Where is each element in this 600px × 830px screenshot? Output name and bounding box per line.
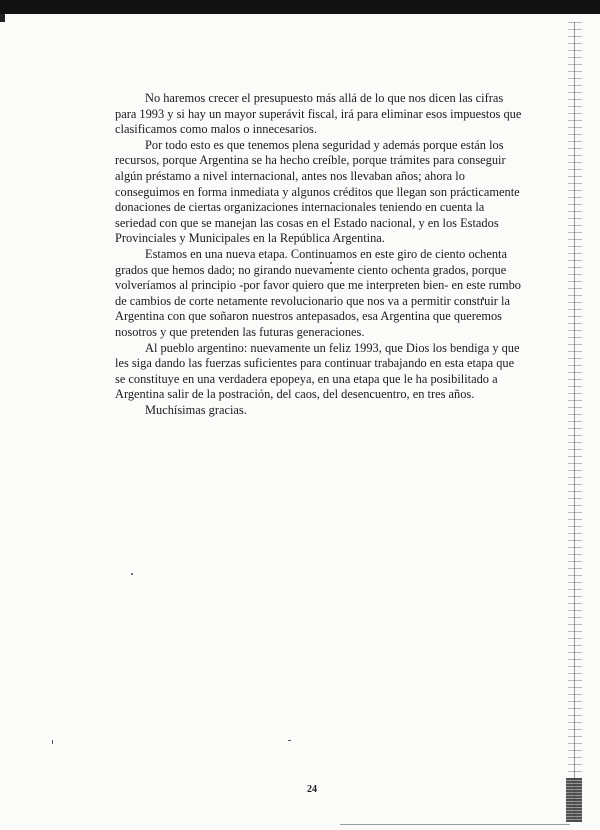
scan-speck [52, 740, 53, 744]
paragraph: Muchísimas gracias. [145, 402, 247, 417]
paragraph: Estamos en una nueva etapa. Continuamos en este giro de ciento ochenta grados que hemos dado; no girando nuevamente ciento ochenta grados, porque volveríamos al principio -por favor quiero que me interpreten bien- en este rumbo de cambios de corte netamente revolucionario que nos va a permitir construir la Argentina con que soñaron nuestros antepasados, esa Argentina que queremos nosotros y que pretenden las futuras generaciones. [115, 246, 521, 339]
document-body [115, 91, 525, 418]
scan-corner-mark [0, 14, 5, 22]
scan-right-edge-noise [568, 22, 582, 822]
paragraph: Al pueblo argentino: nuevamente un feliz 1993, que Dios los bendiga y que les siga dando las fuerzas suficientes para continuar trabajando en esta etapa que se constituye en una verdadera epopeya, en una etapa que le ha posibilitado a Argentina salir de la postración, del caos, del desencuentro, en tres años. [115, 340, 520, 402]
scan-top-border [0, 0, 600, 14]
paragraph: No haremos crecer el presupuesto más allá de lo que nos dicen las cifras para 1993 y si hay un mayor superávit fiscal, irá para eliminar esos impuestos que clasificamos como malos o innecesarios. [115, 91, 522, 137]
scan-speck [131, 573, 133, 575]
scan-speck [288, 740, 291, 741]
paragraph: Por todo esto es que tenemos plena seguridad y además porque están los recursos, porque Argentina se ha hecho creíble, porque trámites para conseguir algún préstamo a nivel internacional, antes nos llevaban años; ahora lo conseguimos en forma inmediata y algunos créditos que llegan son prácticamente donaciones de ciertas organizaciones internacionales teniendo en cuenta la seriedad con que se manejan las cosas en el Estado nacional, y en los Estados Provinciales y Municipales en la República Argentina. [115, 137, 520, 246]
scan-bottom-edge-line [340, 824, 570, 825]
page-number: 24 [307, 784, 317, 795]
scan-right-edge-line [574, 22, 575, 822]
